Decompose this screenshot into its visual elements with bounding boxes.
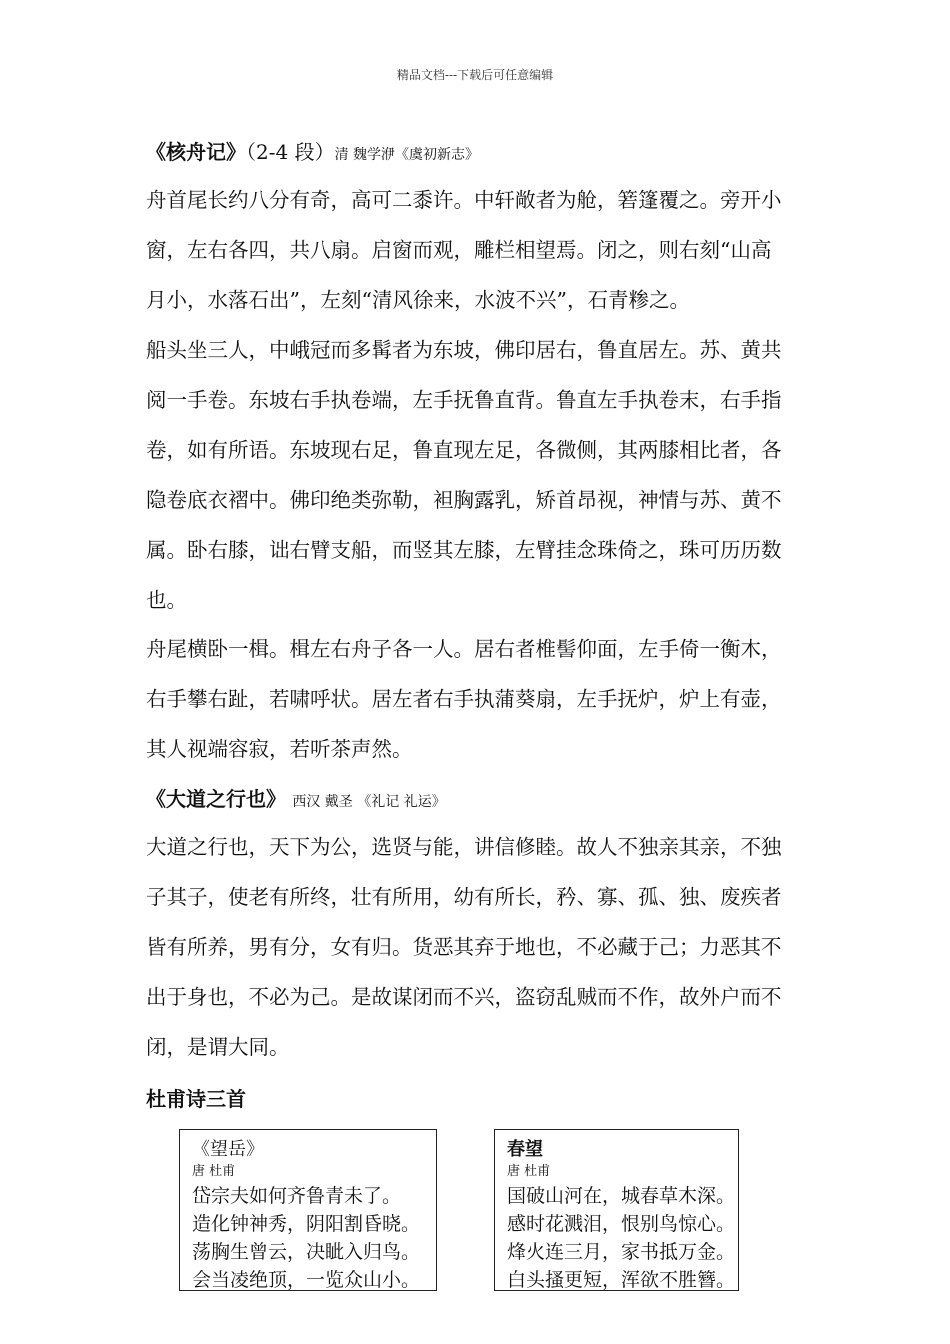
paragraph-1 (146, 175, 806, 325)
section-heading-dufu: 杜甫诗三首 (146, 1087, 246, 1111)
text-line: 船头坐三人，中峨冠而多髯者为东坡，佛印居右，鲁直居左。苏、黄共 (146, 338, 782, 362)
poem-line: 造化钟神秀，阴阳割昏晓。 (192, 1213, 421, 1235)
title-extra: （2-4 段） (246, 140, 335, 164)
paragraph-4 (146, 822, 806, 1072)
poem-line: 荡胸生曾云，决眦入归鸟。 (192, 1241, 421, 1263)
text-line: 卷，如有所语。东坡现右足，鲁直现左足，各微侧，其两膝相比者，各 (146, 438, 782, 462)
title-main: 《大道之行也》 (146, 787, 286, 811)
poem-box-chunwang (494, 1129, 739, 1291)
poem-line: 白头搔更短，浑欲不胜簪。 (507, 1269, 736, 1291)
text-line: 月小，水落石出”，左刻“清风徐来，水波不兴”，石青糁之。 (146, 288, 690, 312)
title-main: 《核舟记》 (146, 140, 246, 164)
text-line: 右手攀右趾，若啸呼状。居左者右手执蒲葵扇，左手抚炉，炉上有壶， (146, 687, 782, 711)
text-line: 也。 (146, 588, 187, 612)
text-line: 闭，是谓大同。 (146, 1035, 290, 1059)
poem-title: 春望 (507, 1139, 543, 1160)
poem-line: 感时花溅泪，恨别鸟惊心。 (507, 1213, 736, 1235)
page-header: 精品文档---下载后可任意编辑 (396, 68, 554, 82)
title-source: 清 魏学洢《虞初新志》 (334, 147, 480, 163)
text-line: 大道之行也，天下为公，选贤与能，讲信修睦。故人不独亲其亲，不独 (146, 835, 782, 859)
section-title-hezhouji (146, 140, 479, 167)
paragraph-2 (146, 325, 806, 625)
poem-author: 唐 杜甫 (192, 1164, 236, 1179)
text-line: 出于身也，不必为己。是故谋闭而不兴，盗窃乱贼而不作，故外户而不 (146, 985, 782, 1009)
text-line: 子其子，使老有所终，壮有所用，幼有所长，矜、寡、孤、独、废疾者 (146, 885, 782, 909)
poem-title: 《望岳》 (192, 1139, 264, 1160)
paragraph-3 (146, 624, 806, 774)
text-line: 隐卷底衣褶中。佛印绝类弥勒，袒胸露乳，矫首昂视，神情与苏、黄不 (146, 488, 782, 512)
text-line: 舟首尾长约八分有奇，高可二黍许。中轩敞者为舱，箬篷覆之。旁开小 (146, 188, 782, 212)
text-line: 窗，左右各四，共八扇。启窗而观，雕栏相望焉。闭之，则右刻“山高 (146, 238, 772, 262)
section-title-dadao (146, 787, 446, 814)
text-line: 属。卧右膝，诎右臂支船，而竖其左膝，左臂挂念珠倚之，珠可历历数 (146, 538, 782, 562)
text-line: 其人视端容寂，若听茶声然。 (146, 737, 413, 761)
title-source: 西汉 戴圣 《礼记 礼运》 (292, 794, 446, 810)
poem-box-wangyue (179, 1129, 437, 1291)
poem-line: 岱宗夫如何齐鲁青未了。 (192, 1185, 402, 1207)
poem-author: 唐 杜甫 (507, 1164, 551, 1179)
poem-line: 会当凌绝顶，一览众山小。 (192, 1269, 421, 1291)
text-line: 舟尾横卧一楫。楫左右舟子各一人。居右者椎髻仰面，左手倚一衡木， (146, 637, 782, 661)
text-line: 阅一手卷。东坡右手执卷端，左手抚鲁直背。鲁直左手执卷末，右手指 (146, 388, 782, 412)
poem-line: 国破山河在，城春草木深。 (507, 1185, 736, 1207)
text-line: 皆有所养，男有分，女有归。货恶其弃于地也，不必藏于己；力恶其不 (146, 935, 782, 959)
poem-line: 烽火连三月，家书抵万金。 (507, 1241, 736, 1263)
